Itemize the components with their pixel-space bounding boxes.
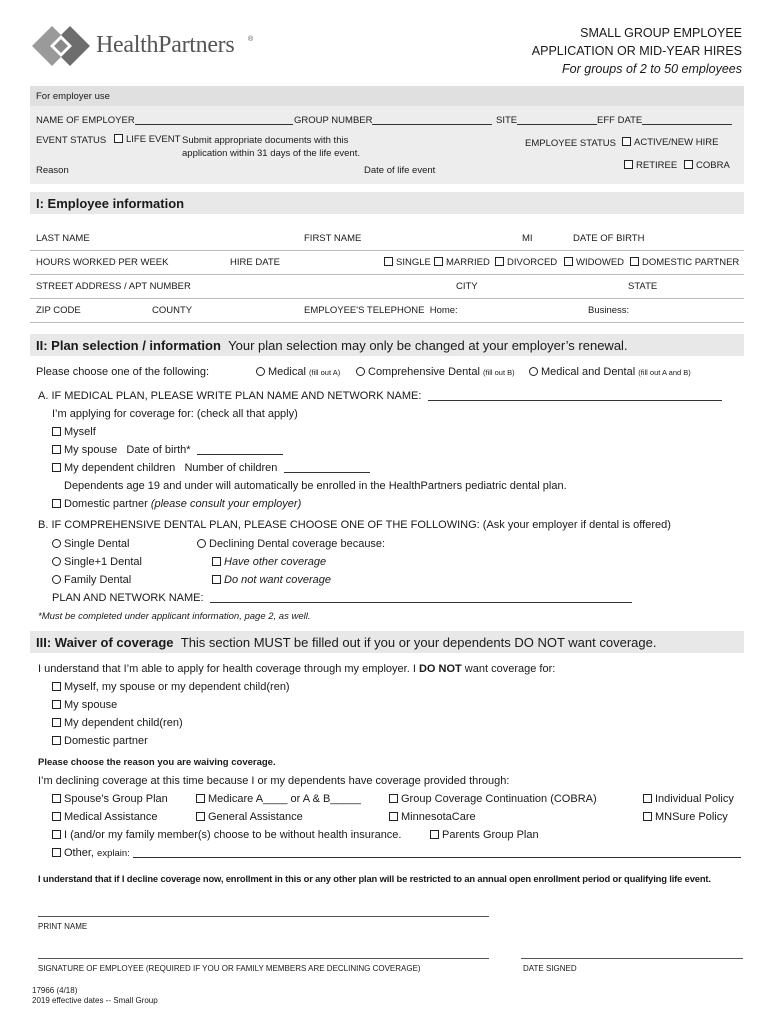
section3-heading: III: Waiver of coverage This section MUST be filled out if you or your dependents DO NOT want coverage. bbox=[36, 635, 657, 650]
site-field[interactable]: SITE bbox=[496, 115, 597, 126]
date-signed-label: DATE SIGNED bbox=[523, 964, 577, 973]
single-checkbox[interactable]: SINGLE bbox=[384, 257, 431, 268]
medical-radio[interactable]: Medical (fill out A) bbox=[256, 366, 340, 378]
state-label: STATE bbox=[628, 281, 658, 292]
myself-checkbox[interactable]: Myself bbox=[52, 426, 96, 438]
effective-dates: 2019 effective dates -- Small Group bbox=[32, 996, 158, 1005]
waive-myself-checkbox[interactable]: Myself, my spouse or my dependent child(ren) bbox=[52, 681, 290, 693]
cobra-checkbox[interactable]: COBRA bbox=[684, 160, 730, 171]
married-checkbox[interactable]: MARRIED bbox=[434, 257, 490, 268]
dependent-children-checkbox[interactable]: My dependent children Number of children bbox=[52, 462, 370, 474]
city-label: CITY bbox=[456, 281, 478, 292]
widowed-checkbox[interactable]: WIDOWED bbox=[564, 257, 624, 268]
retiree-checkbox[interactable]: RETIREE bbox=[624, 160, 677, 171]
logo-mark-icon bbox=[30, 24, 94, 68]
minnesotacare-checkbox[interactable]: MinnesotaCare bbox=[389, 811, 476, 823]
row-divider bbox=[30, 274, 744, 275]
domestic-partner-checkbox[interactable]: Domestic partner (please consult your employer) bbox=[52, 498, 301, 510]
understand-statement: I understand that I’m able to apply for health coverage through my employer. I DO NOT want coverage for: bbox=[38, 663, 556, 675]
zip-label: ZIP CODE bbox=[36, 305, 81, 316]
dob-label: DATE OF BIRTH bbox=[573, 233, 645, 244]
hire-date-label: HIRE DATE bbox=[230, 257, 280, 268]
print-name-label: PRINT NAME bbox=[38, 922, 88, 931]
waive-spouse-checkbox[interactable]: My spouse bbox=[52, 699, 117, 711]
form-title-line2: APPLICATION OR MID-YEAR HIRES bbox=[531, 44, 742, 58]
plan-network-name-field[interactable]: PLAN AND NETWORK NAME: bbox=[52, 592, 632, 604]
active-new-hire-checkbox[interactable]: ACTIVE/NEW HIRE bbox=[622, 137, 718, 148]
do-not-want-coverage-checkbox[interactable]: Do not want coverage bbox=[212, 574, 331, 586]
employee-status-label: EMPLOYEE STATUS bbox=[525, 138, 616, 149]
domestic-partner-status-checkbox[interactable]: DOMESTIC PARTNER bbox=[630, 257, 739, 268]
applying-for-label: I’m applying for coverage for: (check all that apply) bbox=[52, 408, 298, 420]
without-insurance-checkbox[interactable]: I (and/or my family member(s) choose to be without health insurance. bbox=[52, 829, 401, 841]
brand-trademark: ® bbox=[248, 36, 254, 43]
last-name-label: LAST NAME bbox=[36, 233, 90, 244]
comprehensive-dental-radio[interactable]: Comprehensive Dental (fill out B) bbox=[356, 366, 515, 378]
family-dental-radio[interactable]: Family Dental bbox=[52, 574, 131, 586]
signature-label: SIGNATURE OF EMPLOYEE (REQUIRED IF YOU OR FAMILY MEMBERS ARE DECLINING COVERAGE) bbox=[38, 964, 421, 973]
decline-statement: I understand that if I decline coverage now, enrollment in this or any other plan will be restricted to an annual open enrollment period or qualifying life event. bbox=[38, 873, 711, 884]
individual-policy-checkbox[interactable]: Individual Policy bbox=[643, 793, 734, 805]
dependents-note: Dependents age 19 and under will automatically be enrolled in the HealthPartners pediatric dental plan. bbox=[64, 480, 567, 492]
brand-name: HealthPartners bbox=[96, 32, 235, 58]
mi-label: MI bbox=[522, 233, 533, 244]
row-divider bbox=[30, 298, 744, 299]
group-number-field[interactable]: GROUP NUMBER bbox=[294, 115, 492, 126]
date-signed-line[interactable] bbox=[521, 958, 743, 959]
single-dental-radio[interactable]: Single Dental bbox=[52, 538, 129, 550]
section1-heading: I: Employee information bbox=[36, 196, 185, 211]
telephone-label: EMPLOYEE'S TELEPHONE Home: bbox=[304, 305, 458, 316]
form-title-line1: SMALL GROUP EMPLOYEE bbox=[580, 26, 742, 40]
life-event-checkbox[interactable]: LIFE EVENT bbox=[114, 134, 180, 145]
signature-line[interactable] bbox=[38, 958, 489, 959]
declining-through-label: I’m declining coverage at this time because I or my dependents have coverage provided through: bbox=[38, 775, 510, 787]
medical-plan-heading[interactable]: A. IF MEDICAL PLAN, PLEASE WRITE PLAN NAME AND NETWORK NAME: bbox=[38, 390, 722, 402]
employer-use-heading: For employer use bbox=[36, 91, 110, 102]
have-other-coverage-checkbox[interactable]: Have other coverage bbox=[212, 556, 326, 568]
street-label: STREET ADDRESS / APT NUMBER bbox=[36, 281, 191, 292]
form-code: 17966 (4/18) bbox=[32, 986, 78, 995]
other-explain-field[interactable]: Other, explain: bbox=[52, 847, 741, 859]
reason-label: Reason bbox=[36, 165, 69, 176]
business-phone-label: Business: bbox=[588, 305, 630, 316]
divorced-checkbox[interactable]: DIVORCED bbox=[495, 257, 557, 268]
general-assistance-checkbox[interactable]: General Assistance bbox=[196, 811, 303, 823]
medical-assistance-checkbox[interactable]: Medical Assistance bbox=[52, 811, 158, 823]
print-name-line[interactable] bbox=[38, 916, 489, 917]
waive-children-checkbox[interactable]: My dependent child(ren) bbox=[52, 717, 183, 729]
must-complete-note: *Must be completed under applicant information, page 2, as well. bbox=[38, 611, 311, 622]
single-plus1-dental-radio[interactable]: Single+1 Dental bbox=[52, 556, 142, 568]
event-status-label: EVENT STATUS bbox=[36, 135, 107, 146]
waive-domestic-checkbox[interactable]: Domestic partner bbox=[52, 735, 148, 747]
hours-label: HOURS WORKED PER WEEK bbox=[36, 257, 169, 268]
first-name-label: FIRST NAME bbox=[304, 233, 362, 244]
parents-group-plan-checkbox[interactable]: Parents Group Plan bbox=[430, 829, 539, 841]
county-label: COUNTY bbox=[152, 305, 193, 316]
employer-use-band bbox=[30, 86, 744, 106]
healthpartners-logo bbox=[30, 24, 260, 68]
life-event-note-1: Submit appropriate documents with this bbox=[182, 135, 349, 146]
row-divider bbox=[30, 250, 744, 251]
life-event-note-2: application within 31 days of the life event. bbox=[182, 148, 360, 159]
medical-and-dental-radio[interactable]: Medical and Dental (fill out A and B) bbox=[529, 366, 691, 378]
medicare-checkbox[interactable]: Medicare A____ or A & B_____ bbox=[196, 793, 361, 805]
employer-name-field[interactable]: NAME OF EMPLOYER bbox=[36, 115, 293, 126]
form-title-line3: For groups of 2 to 50 employees bbox=[562, 62, 742, 76]
eff-date-field[interactable]: EFF DATE bbox=[597, 115, 732, 126]
section2-heading: II: Plan selection / information Your plan selection may only be changed at your employer’s renewal. bbox=[36, 338, 628, 353]
date-of-life-event-label: Date of life event bbox=[364, 165, 436, 176]
row-divider bbox=[30, 322, 744, 323]
dental-plan-heading: B. IF COMPREHENSIVE DENTAL PLAN, PLEASE CHOOSE ONE OF THE FOLLOWING: (Ask your employer if dental is offered) bbox=[38, 519, 671, 531]
cobra-continuation-checkbox[interactable]: Group Coverage Continuation (COBRA) bbox=[389, 793, 597, 805]
my-spouse-checkbox[interactable]: My spouse Date of birth* bbox=[52, 444, 283, 456]
reason-heading: Please choose the reason you are waiving coverage. bbox=[38, 757, 276, 768]
declining-dental-radio[interactable]: Declining Dental coverage because: bbox=[197, 538, 385, 550]
spouse-group-plan-checkbox[interactable]: Spouse’s Group Plan bbox=[52, 793, 168, 805]
mnsure-policy-checkbox[interactable]: MNSure Policy bbox=[643, 811, 728, 823]
choose-one-label: Please choose one of the following: bbox=[36, 366, 210, 378]
